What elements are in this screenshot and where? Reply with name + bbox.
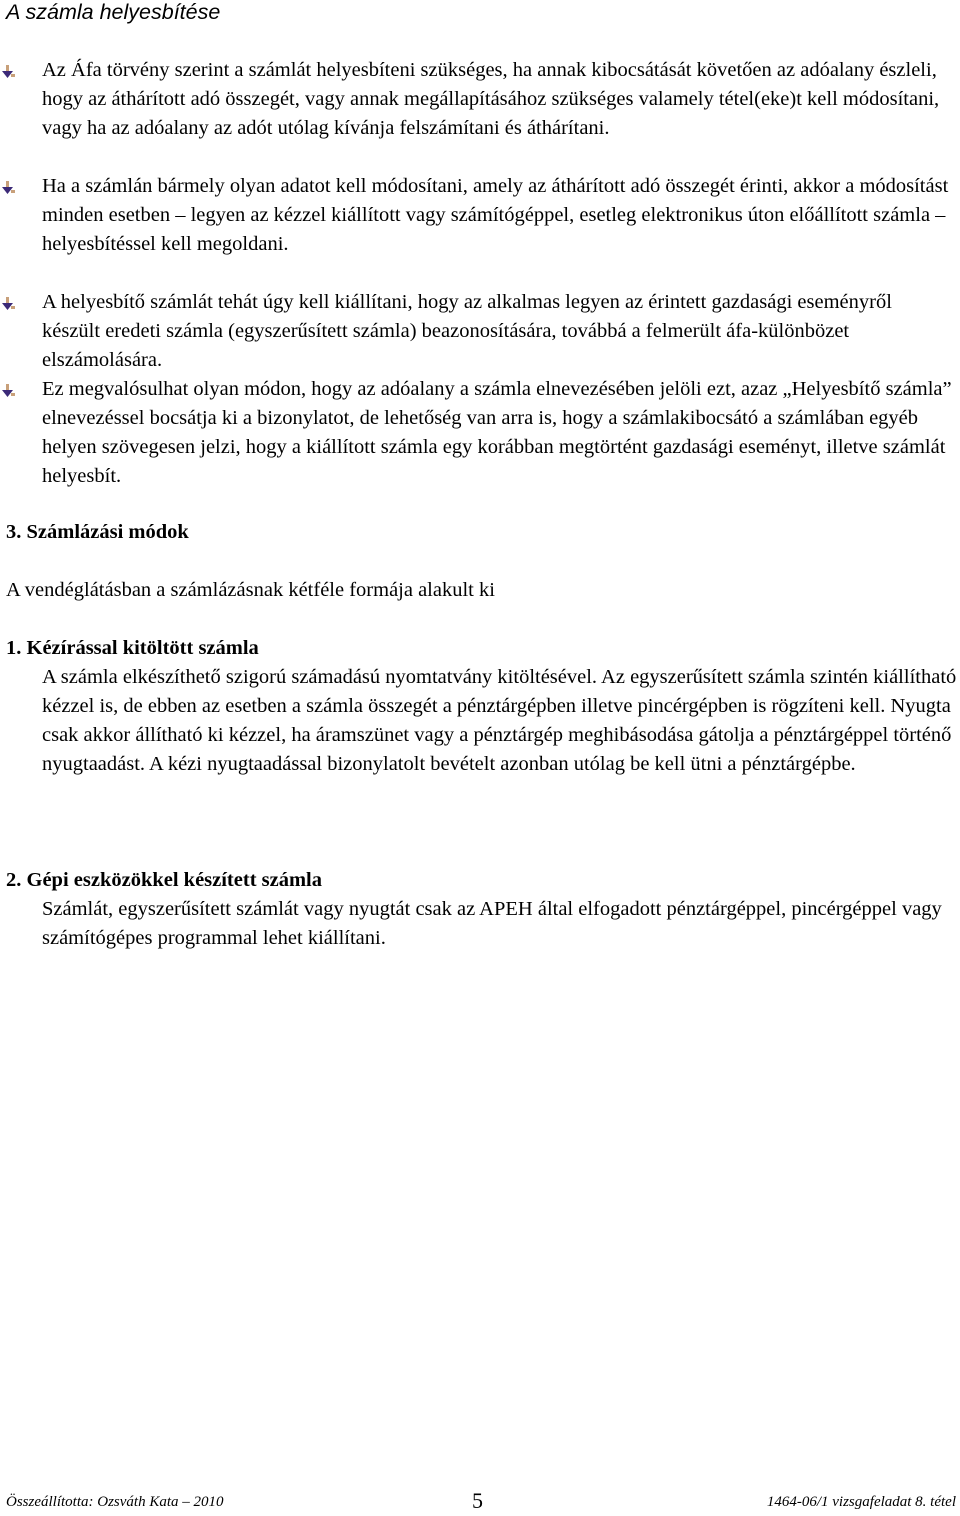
section-3-intro: A vendéglátásban a számlázásnak kétféle formája alakult ki (6, 579, 495, 601)
bullet-item-3 (0, 288, 960, 375)
bullet-text-3: A helyesbítő számlát tehát úgy kell kiállítani, hogy az alkalmas legyen az érintett gazdasági eseményről készült eredeti számla (egyszerűsített számla) beazonosítására, továbbá a felmerült áfa-különbözet elszámolására. (42, 291, 892, 371)
subsection-1-body: A számla elkészíthető szigorú számadású nyomtatvány kitöltésével. Az egyszerűsített számla szintén kiállítható kézzel is, de ebben az esetben a számla összegét a pénztárgépben illetve pincérgépben is rögzíteni kell. Nyugta csak akkor állítható ki kézzel, ha áramszünet vagy a pénztárgép meghibásodása gátolja a pénztárgéppel történő nyugtaadást. A kézi nyugtaadással bizonylatolt bevételt azonban utólag be kell ütni a pénztárgépbe. (42, 666, 957, 775)
section-title-3: 3. Számlázási módok (6, 521, 189, 543)
page-footer (0, 1486, 960, 1516)
bullet-item-2 (0, 172, 960, 288)
bullet-item-4 (0, 375, 960, 491)
arrow-down-icon (2, 181, 16, 195)
bullet-text-2: Ha a számlán bármely olyan adatot kell módosítani, amely az áthárított adó összegét érinti, akkor a módosítást minden esetben – legyen az kézzel kiállított vagy számítógéppel, esetleg elektronikus úton előállított számla – helyesbítéssel kell megoldani. (42, 175, 949, 255)
subsection-2-body: Számlát, egyszerűsített számlát vagy nyugtát csak az APEH által elfogadott pénztárgéppel, pincérgéppel vagy számítógépes programmal lehet kiállítani. (42, 898, 942, 949)
arrow-down-icon (2, 297, 16, 311)
bullet-item-1 (0, 56, 960, 172)
subsection-title-1: 1. Kézírással kitöltött számla (6, 637, 259, 659)
footer-exam-code: 1464-06/1 vizsgafeladat 8. tétel (766, 1494, 956, 1510)
arrow-down-icon (2, 384, 16, 398)
bullet-text-1: Az Áfa törvény szerint a számlát helyesbíteni szükséges, ha annak kibocsátását követően az adóalany észleli, hogy az áthárított adó összegét, vagy annak megállapításához szükséges valamely tétel(eke)t kell módosítani, vagy ha az adóalany az adót utólag kívánja felszámítani és áthárítani. (42, 59, 940, 139)
bullet-text-4: Ez megvalósulhat olyan módon, hogy az adóalany a számla elnevezésében jelöli ezt, azaz „Helyesbítő számla” elnevezéssel bocsátja ki a bizonylatot, de lehetőség van arra is, hogy a számlakibocsátó a számlában egyéb helyen szövegesen jelzi, hogy a kiállított számla egy korábban megtörtént gazdasági eseményt, illetve számlát helyesbít. (42, 378, 952, 487)
page-title: A számla helyesbítése (6, 0, 221, 24)
bullet-list (0, 56, 960, 491)
footer-author: Összeállította: Ozsváth Kata – 2010 (6, 1494, 224, 1510)
subsection-title-2: 2. Gépi eszközökkel készített számla (6, 869, 322, 891)
arrow-down-icon (2, 65, 16, 79)
page-number: 5 (472, 1488, 483, 1513)
